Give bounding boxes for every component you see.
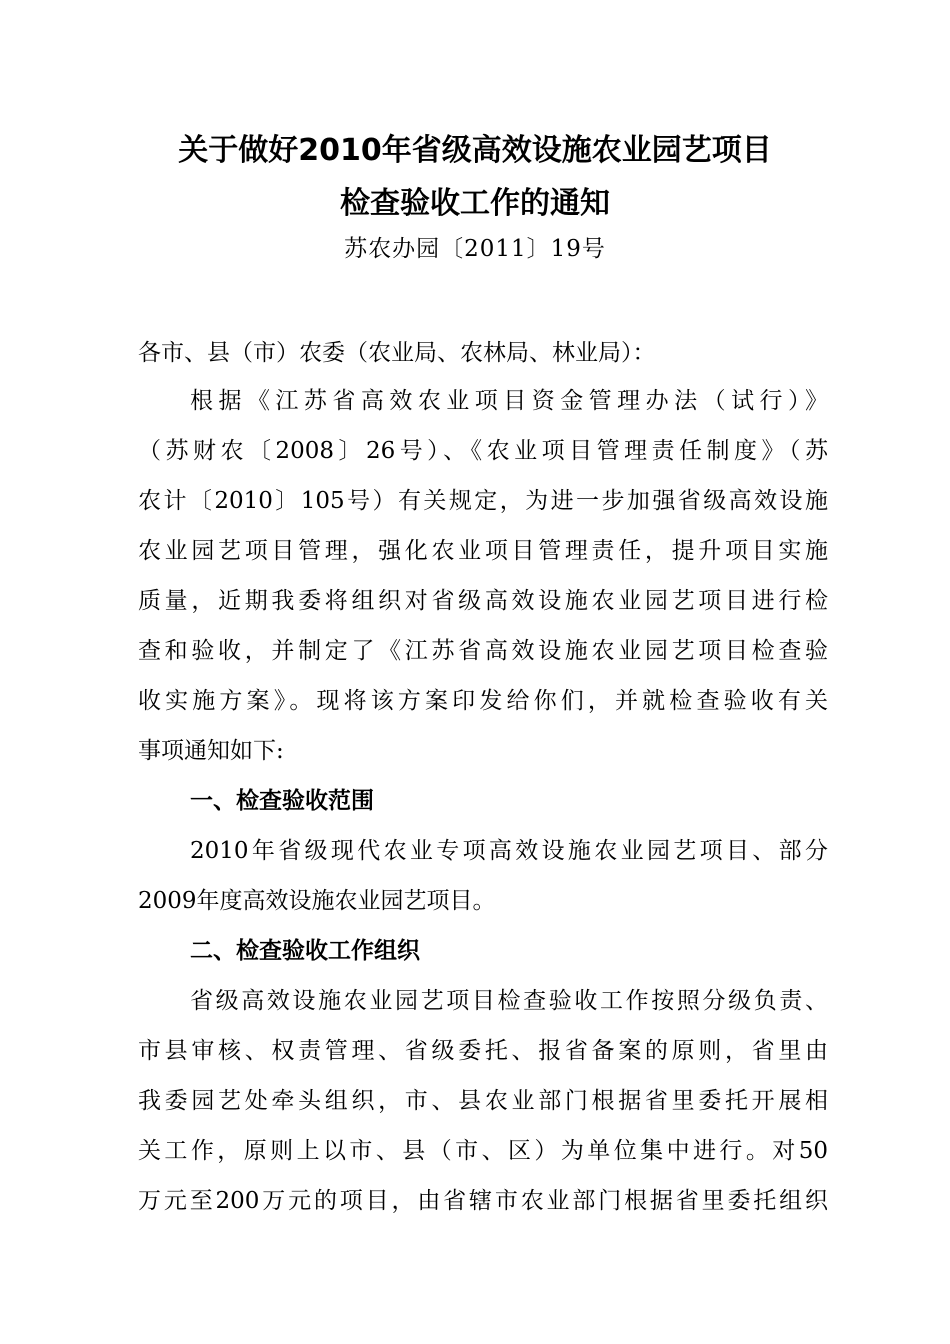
paragraph-1-line: 收实施方案》。现将该方案印发给你们，并就检查验收有关 (138, 688, 828, 714)
salutation: 各市、县（市）农委（农业局、农林局、林业局）： (138, 340, 656, 366)
section-1-line: 2009年度高效设施农业园艺项目。 (138, 888, 496, 914)
section-2-line: 我委园艺处牵头组织，市、县农业部门根据省里委托开展相 (138, 1088, 828, 1114)
section-1-heading: 一、检查验收范围 (190, 788, 374, 814)
paragraph-1-line: 查和验收，并制定了《江苏省高效设施农业园艺项目检查验 (138, 638, 828, 664)
section-2-line: 市县审核、权责管理、省级委托、报省备案的原则，省里由 (138, 1038, 828, 1064)
section-2-line: 关工作，原则上以市、县（市、区）为单位集中进行。对50 (138, 1138, 828, 1164)
section-2-line: 万元至200万元的项目，由省辖市农业部门根据省里委托组织 (138, 1188, 828, 1214)
document-number: 苏农办园〔2011〕19号 (344, 236, 606, 262)
paragraph-1-line: （苏财农〔2008〕26号）、《农业项目管理责任制度》（苏 (138, 438, 828, 464)
section-2-line: 省级高效设施农业园艺项目检查验收工作按照分级负责、 (190, 988, 828, 1014)
paragraph-1-line: 农业园艺项目管理，强化农业项目管理责任，提升项目实施 (138, 538, 828, 564)
document-title-line-1: 关于做好2010年省级高效设施农业园艺项目 (178, 133, 772, 168)
document-title-line-2: 检查验收工作的通知 (340, 186, 610, 221)
section-1-line: 2010年省级现代农业专项高效设施农业园艺项目、部分 (190, 838, 828, 864)
paragraph-1-line: 事项通知如下: (138, 738, 284, 764)
section-2-heading: 二、检查验收工作组织 (190, 938, 420, 964)
paragraph-1-line: 根据《江苏省高效农业项目资金管理办法（试行）》 (190, 388, 828, 414)
paragraph-1-line: 质量，近期我委将组织对省级高效设施农业园艺项目进行检 (138, 588, 828, 614)
paragraph-1-line: 农计〔2010〕105号）有关规定，为进一步加强省级高效设施 (138, 488, 828, 514)
